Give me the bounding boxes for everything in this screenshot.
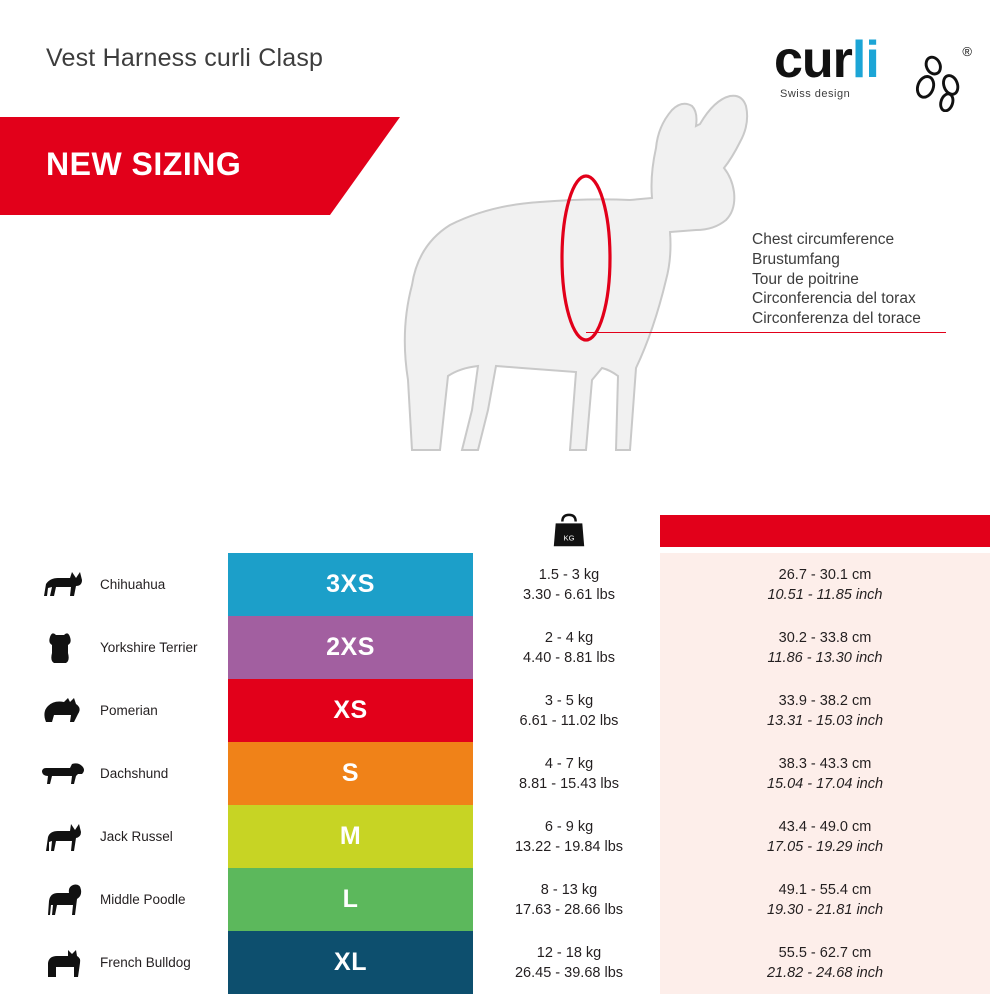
chest-circumference-callout xyxy=(752,230,921,329)
chest-cell xyxy=(660,931,990,994)
sizing-table xyxy=(0,508,1000,1000)
chest-inch: 11.86 - 13.30 inch xyxy=(767,649,883,666)
chest-inch: 21.82 - 24.68 inch xyxy=(766,964,884,981)
size-column xyxy=(228,553,473,994)
chest-column xyxy=(660,508,1000,994)
breed-label: French Bulldog xyxy=(100,955,191,970)
chest-cm: 43.4 - 49.0 cm xyxy=(778,818,872,835)
breed-label: Jack Russel xyxy=(100,829,173,844)
size-cell: 2XS xyxy=(228,616,473,679)
weight-column xyxy=(478,508,660,994)
weight-lbs: 3.30 - 6.61 lbs xyxy=(523,586,615,603)
chest-cell xyxy=(660,742,990,805)
dog-silhouette-yorkshire-terrier-icon xyxy=(40,630,86,666)
weight-kg: 8 - 13 kg xyxy=(540,881,598,898)
size-cell: S xyxy=(228,742,473,805)
callout-line-it: Circonferenza del torace xyxy=(752,310,921,328)
chest-cm: 38.3 - 43.3 cm xyxy=(778,755,872,772)
weight-lbs: 26.45 - 39.68 lbs xyxy=(514,964,624,981)
size-cell: XS xyxy=(228,679,473,742)
weight-cell xyxy=(478,553,660,616)
dog-silhouette-dachshund-icon xyxy=(40,756,86,792)
dog-silhouette-jack-russel-icon xyxy=(40,819,86,855)
weight-kg: 12 - 18 kg xyxy=(536,944,602,961)
size-cell: M xyxy=(228,805,473,868)
dog-silhouette-chihuahua-icon xyxy=(40,567,86,603)
dog-silhouette-pomeranian-icon xyxy=(40,693,86,729)
brand-logo xyxy=(774,26,974,112)
weight-bag-kg-icon xyxy=(550,512,588,550)
dog-silhouette-french-bulldog-icon xyxy=(40,945,86,981)
logo-swirl-icon xyxy=(912,54,970,112)
logo-word-main: cur xyxy=(774,31,852,89)
weight-cell xyxy=(478,616,660,679)
chest-cell xyxy=(660,868,990,931)
logo-wordmark xyxy=(774,31,879,89)
callout-line-fr: Tour de poitrine xyxy=(752,270,859,288)
size-cell: 3XS xyxy=(228,553,473,616)
logo-tagline: Swiss design xyxy=(780,88,851,100)
breed-label: Pomerian xyxy=(100,703,158,718)
weight-lbs: 4.40 - 8.81 lbs xyxy=(523,649,615,666)
table-row xyxy=(40,679,228,742)
chest-inch: 19.30 - 21.81 inch xyxy=(766,901,884,918)
chest-cell xyxy=(660,616,990,679)
weight-cell xyxy=(478,742,660,805)
chest-cm: 33.9 - 38.2 cm xyxy=(778,692,872,709)
weight-kg: 4 - 7 kg xyxy=(544,755,594,772)
size-cell: XL xyxy=(228,931,473,994)
page-title: Vest Harness curli Clasp xyxy=(46,44,324,72)
dog-illustration xyxy=(300,80,770,490)
chest-cell xyxy=(660,679,990,742)
callout-line-en: Chest circumference xyxy=(752,231,895,248)
chest-cell xyxy=(660,553,990,616)
weight-lbs: 13.22 - 19.84 lbs xyxy=(514,838,624,855)
table-row xyxy=(40,931,228,994)
dog-silhouette-middle-poodle-icon xyxy=(40,882,86,918)
registered-trademark-icon: ® xyxy=(962,44,972,59)
callout-line-es: Circonferencia del torax xyxy=(752,290,916,308)
weight-kg: 3 - 5 kg xyxy=(544,692,594,709)
table-row xyxy=(40,805,228,868)
new-sizing-label: NEW SIZING xyxy=(46,146,242,182)
breed-label: Yorkshire Terrier xyxy=(100,640,198,655)
chest-cell xyxy=(660,805,990,868)
weight-cell xyxy=(478,931,660,994)
table-row xyxy=(40,742,228,805)
size-cell: L xyxy=(228,868,473,931)
chest-cm: 55.5 - 62.7 cm xyxy=(778,944,872,961)
weight-lbs: 6.61 - 11.02 lbs xyxy=(519,712,619,729)
chest-cm: 30.2 - 33.8 cm xyxy=(778,629,872,646)
chest-header-bar xyxy=(660,515,990,547)
weight-kg: 2 - 4 kg xyxy=(544,629,594,646)
weight-kg: 6 - 9 kg xyxy=(544,818,594,835)
weight-header xyxy=(478,508,660,553)
chest-inch: 13.31 - 15.03 inch xyxy=(766,712,884,729)
logo-word-accent: li xyxy=(851,31,879,89)
chest-inch: 15.04 - 17.04 inch xyxy=(766,775,884,792)
weight-lbs: 17.63 - 28.66 lbs xyxy=(514,901,624,918)
breed-label: Middle Poodle xyxy=(100,892,186,907)
callout-line-de: Brustumfang xyxy=(752,250,840,268)
weight-kg: 1.5 - 3 kg xyxy=(538,566,600,583)
chest-cm: 49.1 - 55.4 cm xyxy=(778,881,872,898)
chest-cm: 26.7 - 30.1 cm xyxy=(778,566,872,583)
breed-column xyxy=(40,508,228,994)
svg-text:KG: KG xyxy=(563,533,575,542)
breed-label: Dachshund xyxy=(100,766,169,781)
table-row xyxy=(40,616,228,679)
table-row xyxy=(40,553,228,616)
weight-cell xyxy=(478,805,660,868)
weight-cell xyxy=(478,679,660,742)
chest-inch: 17.05 - 19.29 inch xyxy=(766,838,884,855)
breed-label: Chihuahua xyxy=(100,577,166,592)
table-row xyxy=(40,868,228,931)
weight-cell xyxy=(478,868,660,931)
weight-lbs: 8.81 - 15.43 lbs xyxy=(519,775,619,792)
chest-inch: 10.51 - 11.85 inch xyxy=(767,586,883,603)
chest-measure-line xyxy=(586,332,946,333)
